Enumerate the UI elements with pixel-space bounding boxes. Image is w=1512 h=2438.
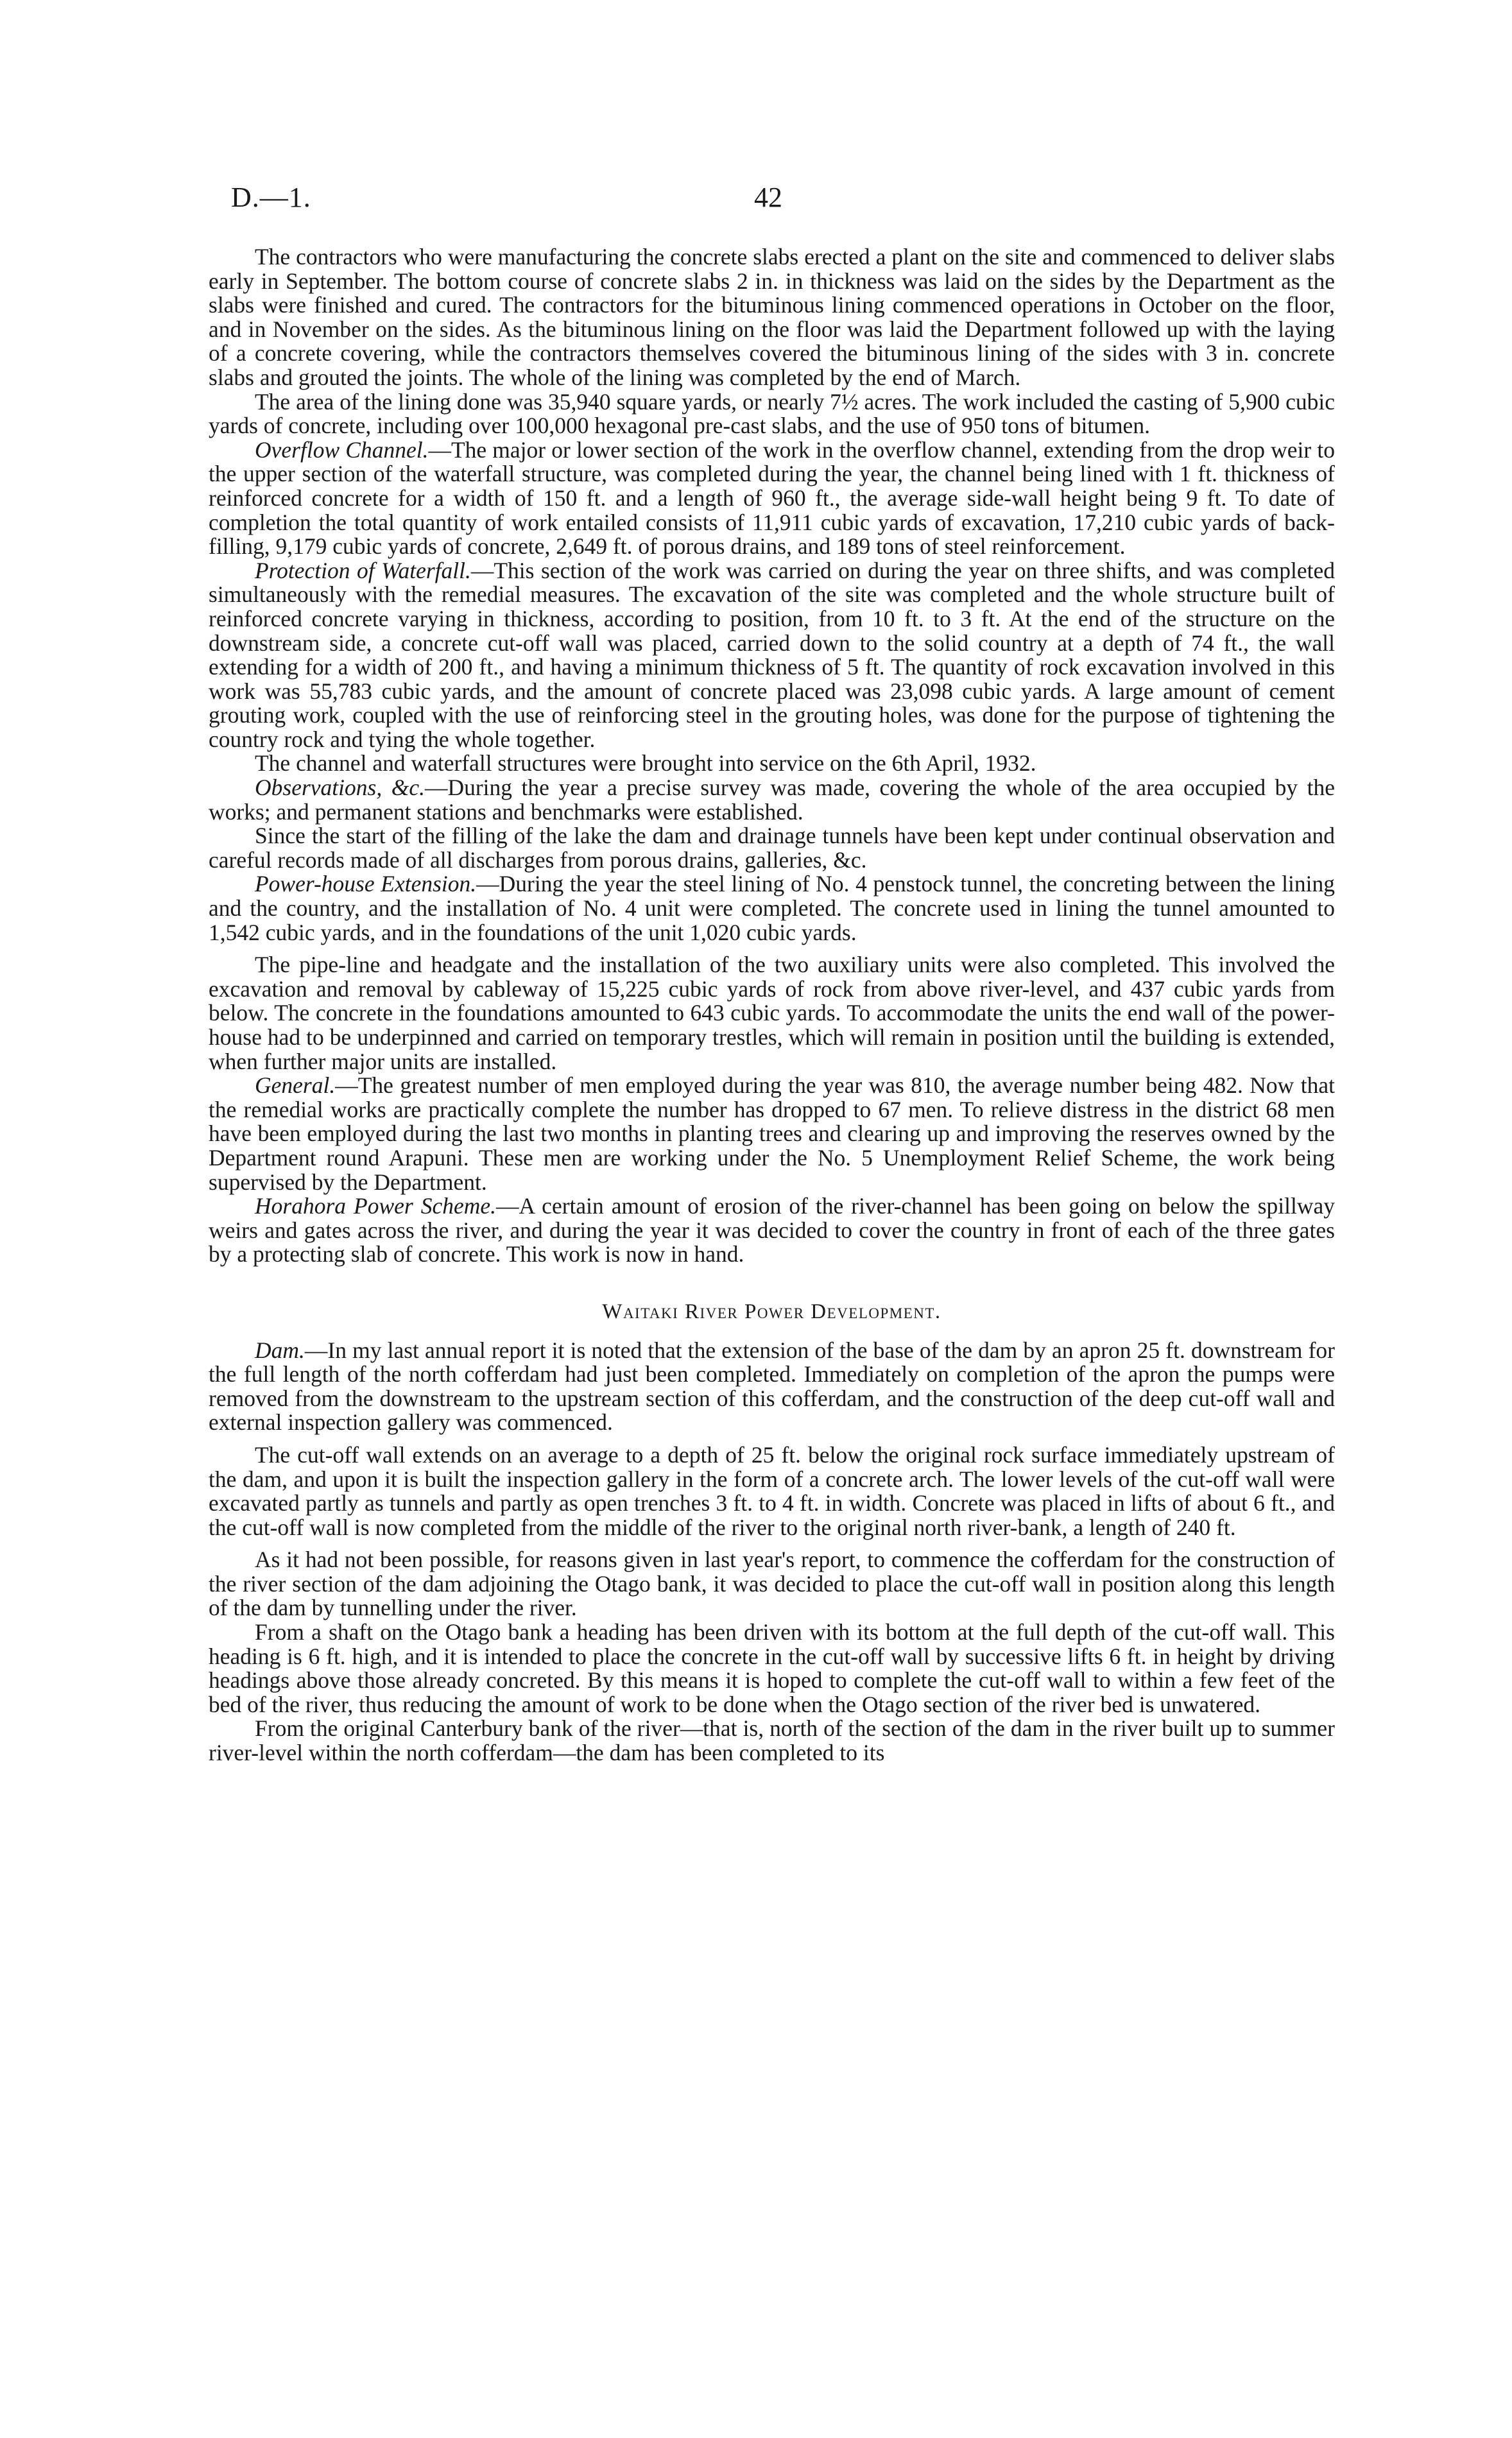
page-number: 42 <box>754 182 782 213</box>
paragraph: The cut-off wall extends on an average to a depth of 25 ft. below the original rock surface immediately upstream of the dam, and upon it is built the inspection gallery in the form of a concrete arch. The lower levels of the cut-off wall were excavated partly as tunnels and partly as open trenches 3 ft. to 4 ft. in width. Concrete was placed in lifts of about 6 ft., and the cut-off wall is now completed from the middle of the river to the original north river-bank, a length of 240 ft. <box>209 1441 1335 1540</box>
paragraph-heading: Protection of Waterfall. <box>255 557 471 583</box>
paragraph: The channel and waterfall structures were brought into service on the 6th April, 1932. <box>255 750 1036 777</box>
paragraph: As it had not been possible, for reasons given in last year's report, to commence the cofferdam for the construction of the river section of the dam adjoining the Otago bank, it was decided to place the cut-off wall in position along this length of the dam by tunnelling under the river. <box>209 1547 1335 1621</box>
paragraph: Dam.—In my last annual report it is noted that the extension of the base of the dam by an apron 25 ft. downstream for the full length of the north cofferdam had just been completed. Immediately on completion of the apron the pumps were removed from the downstream to the upstream section of this cofferdam, and the construction of the deep cut-off wall and external inspection gallery was commenced. <box>209 1337 1335 1436</box>
paragraph: Observations, &c.—During the year a precise survey was made, covering the whole of the area occupied by the works; and permanent stations and benchmarks were established. <box>209 775 1335 825</box>
paragraph: The area of the lining done was 35,940 square yards, or nearly 7½ acres. The work included the casting of 5,900 cubic yards of concrete, including over 100,000 hexagonal pre-cast slabs, and the use of 950 tons of bitumen. <box>209 388 1335 439</box>
paragraph: From a shaft on the Otago bank a heading has been driven with its bottom at the full depth of the cut-off wall. This heading is 6 ft. high, and it is intended to place the concrete in the cut-off wall by successive lifts 6 ft. in height by driving headings above those already concreted. By this means it is hoped to complete the cut-off wall to within a few feet of the bed of the river, thus reducing the amount of work to be done when the Otago section of the river bed is unwatered. <box>209 1619 1335 1717</box>
paragraph: Power-house Extension.—During the year the steel lining of No. 4 penstock tunnel, the concreting between the lining and the country, and the installation of No. 4 unit were completed. The concrete used in lining the tunnel amounted to 1,542 cubic yards, and in the foundations of the unit 1,020 cubic yards. <box>209 871 1335 945</box>
body-text <box>209 245 1335 1765</box>
paragraph: The pipe-line and headgate and the installation of the two auxiliary units were also completed. This involved the excavation and removal by cableway of 15,225 cubic yards of rock from above river-level, and 437 cubic yards from below. The concrete in the foundations amounted to 643 cubic yards. To accommodate the units the end wall of the power-house had to be underpinned and carried on temporary trestles, which will remain in position until the building is extended, when further major units are installed. <box>209 952 1335 1074</box>
paragraph-heading: Horahora Power Scheme. <box>255 1193 496 1219</box>
paragraph: Horahora Power Scheme.—A certain amount of erosion of the river-channel has been going on below the spillway weirs and gates across the river, and during the year it was decided to cover the country in front of each of the three gates by a protecting slab of concrete. This work is now in hand. <box>209 1193 1335 1267</box>
paragraph-heading: Overflow Channel. <box>255 436 429 463</box>
paragraph: Overflow Channel.—The major or lower section of the work in the overflow channel, extending from the drop weir to the upper section of the waterfall structure, was completed during the year, the channel being lined with 1 ft. thickness of reinforced concrete for a width of 150 ft. and a length of 960 ft., the average side-wall height being 9 ft. To date of completion the total quantity of work entailed consists of 11,911 cubic yards of excavation, 17,210 cubic yards of back-filling, 9,179 cubic yards of concrete, 2,649 ft. of porous drains, and 189 tons of steel reinforcement. <box>209 436 1335 560</box>
paragraph: Since the start of the filling of the lake the dam and drainage tunnels have been kept under continual observation and careful records made of all discharges from porous drains, galleries, &c. <box>209 823 1335 873</box>
paragraph-heading: Observations, &c. <box>255 775 425 801</box>
page-header <box>231 181 1335 219</box>
paragraph-heading: General. <box>255 1072 336 1099</box>
paragraph-heading: Dam. <box>255 1337 305 1363</box>
paragraph: From the original Canterbury bank of the river—that is, north of the section of the dam in the river built up to summer river-level within the north cofferdam—the dam has been completed to its <box>209 1715 1335 1766</box>
paragraph-heading: Power-house Extension. <box>255 871 477 897</box>
paragraph: General.—The greatest number of men employed during the year was 810, the average number being 482. Now that the remedial works are practically complete the number has dropped to 67 men. To relieve distress in the district 68 men have been employed during the last two months in planting trees and clearing up and improving the reserves owned by the Department round Arapuni. These men are working under the No. 5 Unemployment Relief Scheme, the work being supervised by the Department. <box>209 1072 1335 1195</box>
paragraph: Protection of Waterfall.—This section of the work was carried on during the year on three shifts, and was completed simultaneously with the remedial measures. The excavation of the site was completed and the whole structure built of reinforced concrete varying in thickness, according to position, from 10 ft. to 3 ft. At the end of the structure on the downstream side, a concrete cut-off wall was placed, carried down to the solid country at a depth of 74 ft., the wall extending for a width of 200 ft., and having a minimum thickness of 5 ft. The quantity of rock excavation involved in this work was 55,783 cubic yards, and the amount of concrete placed was 23,098 cubic yards. A large amount of cement grouting work, coupled with the use of reinforcing steel in the grouting holes, was done for the purpose of tightening the country rock and tying the whole together. <box>209 557 1335 752</box>
paragraph: The contractors who were manufacturing the concrete slabs erected a plant on the site and commenced to deliver slabs early in September. The bottom course of concrete slabs 2 in. in thickness was laid on the sides by the Department as the slabs were finished and cured. The contractors for the bituminous lining commenced operations in October on the floor, and in November on the sides. As the bituminous lining on the floor was laid the Department followed up with the laying of a concrete covering, while the contractors themselves covered the bituminous lining of the sides with 3 in. concrete slabs and grouted the joints. The whole of the lining was completed by the end of March. <box>209 244 1335 390</box>
document-reference: D.—1. <box>231 182 311 213</box>
section-heading: Waitaki River Power Development. <box>602 1300 941 1323</box>
